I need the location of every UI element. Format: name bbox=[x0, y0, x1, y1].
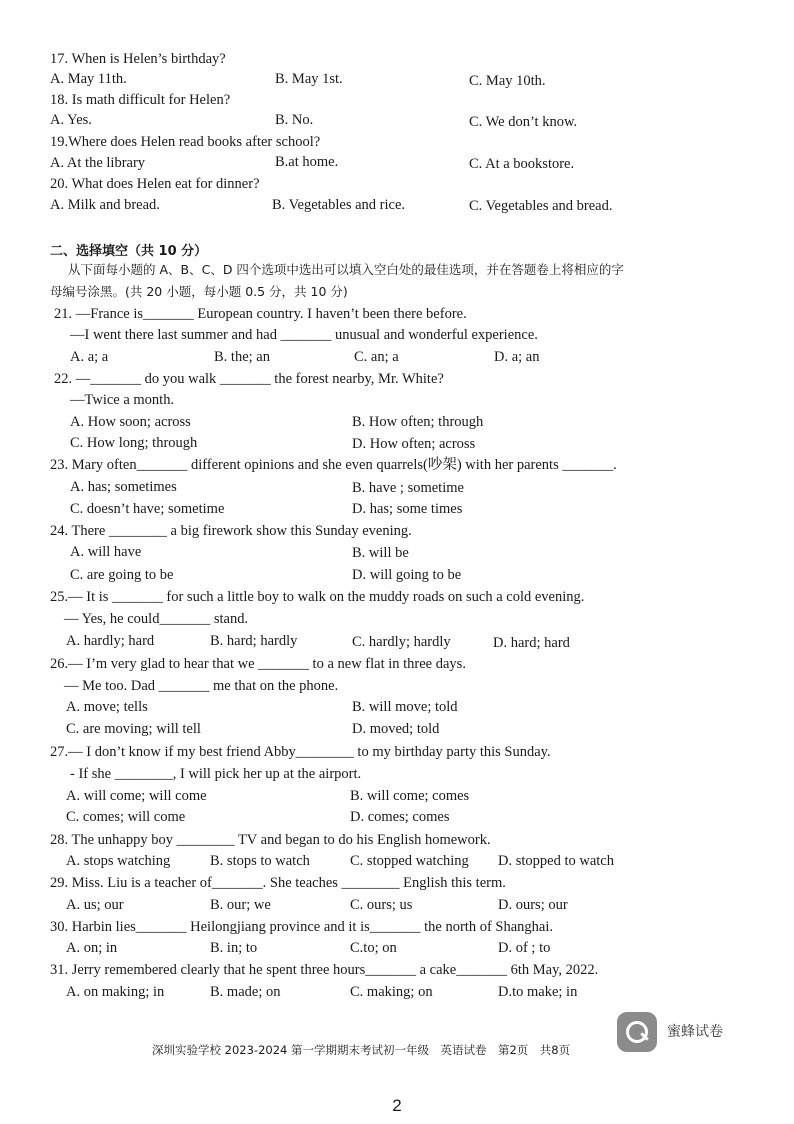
section-title: 二、选择填空（共 10 分） bbox=[50, 244, 208, 259]
q21-option-c: C. an; a bbox=[354, 349, 399, 365]
q31-option-b: B. made; on bbox=[210, 984, 281, 1000]
q25-option-c: C. hardly; hardly bbox=[352, 634, 451, 650]
q24-option-c: C. are going to be bbox=[70, 567, 174, 583]
q29-option-a: A. us; our bbox=[66, 897, 124, 913]
q27-option-b: B. will come; comes bbox=[350, 788, 470, 804]
question-19: 19.Where does Helen read books after school? bbox=[50, 134, 321, 150]
q26-option-a: A. move; tells bbox=[66, 699, 148, 715]
q23-option-b: B. have ; sometime bbox=[352, 480, 464, 496]
q23-option-a: A. has; sometimes bbox=[70, 479, 177, 495]
question-27-line-2: - If she ________, I will pick her up at the airport. bbox=[70, 766, 362, 782]
q21-option-a: A. a; a bbox=[70, 349, 109, 365]
q28-option-b: B. stops to watch bbox=[210, 853, 310, 869]
q23-option-c: C. doesn’t have; sometime bbox=[70, 501, 225, 517]
question-27-line-1: 27.— I don’t know if my best friend Abby________ to my birthday party this Sunday. bbox=[50, 744, 551, 760]
q17-option-c: C. May 10th. bbox=[469, 73, 546, 89]
question-26-line-1: 26.— I’m very glad to hear that we _______ to a new flat in three days. bbox=[50, 656, 466, 672]
q29-option-b: B. our; we bbox=[210, 897, 271, 913]
section-instructions-line-2: 母编号涂黑。(共 20 小题，每小题 0.5 分，共 10 分) bbox=[50, 284, 348, 299]
q25-option-b: B. hard; hardly bbox=[210, 633, 298, 649]
q23-option-d: D. has; some times bbox=[352, 501, 463, 517]
q30-option-b: B. in; to bbox=[210, 940, 258, 956]
q31-option-a: A. on making; in bbox=[66, 984, 165, 1000]
q26-option-d: D. moved; told bbox=[352, 721, 440, 737]
q27-option-a: A. will come; will come bbox=[66, 788, 207, 804]
q24-option-d: D. will going to be bbox=[352, 567, 462, 583]
q28-option-c: C. stopped watching bbox=[350, 853, 469, 869]
q18-option-b: B. No. bbox=[275, 112, 314, 128]
q28-option-d: D. stopped to watch bbox=[498, 853, 614, 869]
q17-option-b: B. May 1st. bbox=[275, 71, 343, 87]
q26-option-c: C. are moving; will tell bbox=[66, 721, 201, 737]
question-30: 30. Harbin lies_______ Heilongjiang province and it is_______ the north of Shanghai. bbox=[50, 919, 553, 935]
question-21-line-2: —I went there last summer and had _______ unusual and wonderful experience. bbox=[70, 327, 538, 343]
question-26-line-2: — Me too. Dad _______ me that on the phone. bbox=[64, 678, 339, 694]
q18-option-c: C. We don’t know. bbox=[469, 114, 578, 130]
q18-option-a: A. Yes. bbox=[50, 112, 92, 128]
page-number: 2 bbox=[392, 1096, 402, 1115]
q25-option-a: A. hardly; hard bbox=[66, 633, 155, 649]
q21-option-d: D. a; an bbox=[494, 349, 540, 365]
q27-option-d: D. comes; comes bbox=[350, 809, 450, 825]
q28-option-a: A. stops watching bbox=[66, 853, 171, 869]
q19-option-a: A. At the library bbox=[50, 155, 146, 171]
q24-option-b: B. will be bbox=[352, 545, 409, 561]
q22-option-b: B. How often; through bbox=[352, 414, 484, 430]
question-21-line-1: 21. —France is_______ European country. I haven’t been there before. bbox=[54, 306, 467, 322]
q19-option-c: C. At a bookstore. bbox=[469, 156, 575, 172]
question-28: 28. The unhappy boy ________ TV and began to do his English homework. bbox=[50, 832, 491, 848]
q20-option-c: C. Vegetables and bread. bbox=[469, 198, 613, 214]
q31-option-d: D.to make; in bbox=[498, 984, 578, 1000]
q30-option-a: A. on; in bbox=[66, 940, 118, 956]
question-22-line-1: 22. —_______ do you walk _______ the forest nearby, Mr. White? bbox=[54, 371, 444, 387]
section-instructions-line-1: 从下面每小题的 A、B、C、D 四个选项中选出可以填入空白处的最佳选项，并在答题卷上将相应的字 bbox=[68, 262, 624, 277]
question-29: 29. Miss. Liu is a teacher of_______. She teaches ________ English this term. bbox=[50, 875, 506, 891]
q29-option-d: D. ours; our bbox=[498, 897, 568, 913]
q22-option-c: C. How long; through bbox=[70, 435, 198, 451]
q25-option-d: D. hard; hard bbox=[493, 635, 570, 651]
question-22-line-2: —Twice a month. bbox=[70, 392, 175, 408]
watermark-text: 蜜蜂试卷 bbox=[667, 1024, 723, 1040]
q21-option-b: B. the; an bbox=[214, 349, 270, 365]
q17-option-a: A. May 11th. bbox=[50, 71, 127, 87]
question-25-line-1: 25.— It is _______ for such a little boy to walk on the muddy roads on such a cold evening. bbox=[50, 589, 585, 605]
q29-option-c: C. ours; us bbox=[350, 897, 413, 913]
question-17: 17. When is Helen’s birthday? bbox=[50, 51, 226, 67]
q30-option-d: D. of ; to bbox=[498, 940, 551, 956]
q22-option-d: D. How often; across bbox=[352, 436, 476, 452]
page-footer: 深圳实验学校 2023-2024 第一学期期末考试初一年级 英语试卷 第2页 共8页 bbox=[152, 1043, 571, 1057]
q20-option-b: B. Vegetables and rice. bbox=[272, 197, 406, 213]
question-18: 18. Is math difficult for Helen? bbox=[50, 92, 231, 108]
question-23: 23. Mary often_______ different opinions and she even quarrels(吵架) with her parents _______. bbox=[50, 457, 617, 473]
q24-option-a: A. will have bbox=[70, 544, 142, 560]
question-20: 20. What does Helen eat for dinner? bbox=[50, 176, 260, 192]
q30-option-c: C.to; on bbox=[350, 940, 397, 956]
question-25-line-2: — Yes, he could_______ stand. bbox=[64, 611, 249, 627]
q22-option-a: A. How soon; across bbox=[70, 414, 191, 430]
q27-option-c: C. comes; will come bbox=[66, 809, 186, 825]
question-24: 24. There ________ a big firework show this Sunday evening. bbox=[50, 523, 412, 539]
question-31: 31. Jerry remembered clearly that he spent three hours_______ a cake_______ 6th May, 2022. bbox=[50, 962, 599, 978]
q31-option-c: C. making; on bbox=[350, 984, 433, 1000]
q26-option-b: B. will move; told bbox=[352, 699, 458, 715]
q20-option-a: A. Milk and bread. bbox=[50, 197, 160, 213]
watermark-logo-icon bbox=[617, 1012, 657, 1052]
q19-option-b: B.at home. bbox=[275, 154, 339, 170]
